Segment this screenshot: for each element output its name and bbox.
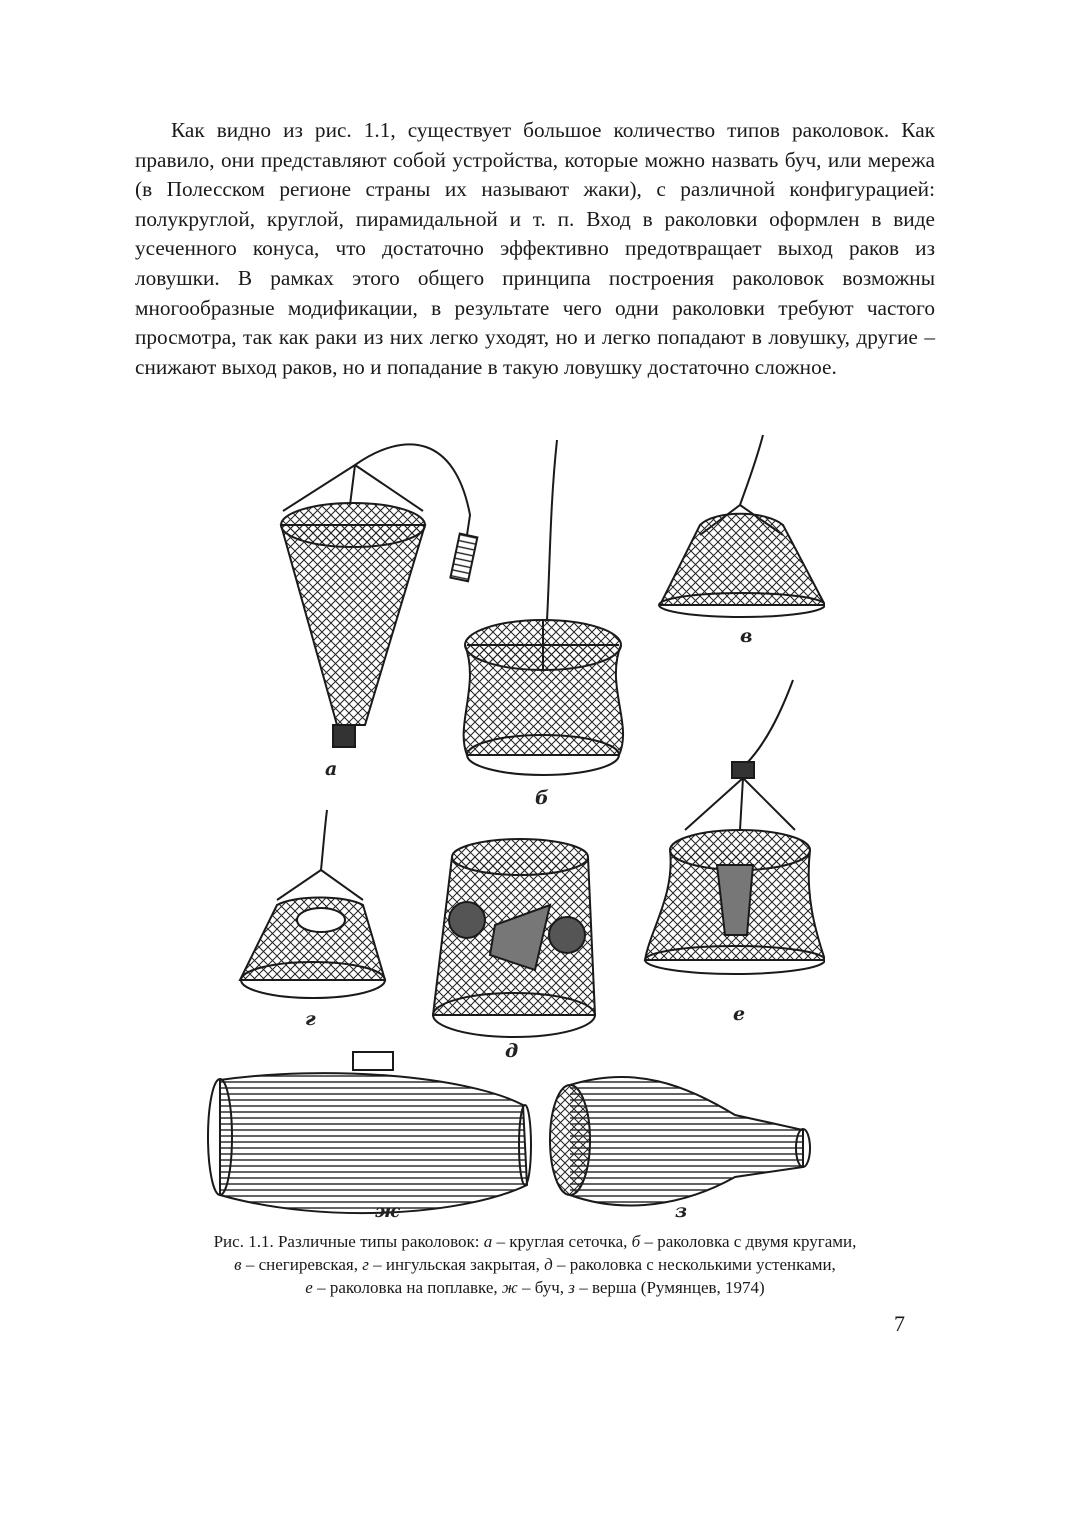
caption-letter-v: в bbox=[234, 1255, 242, 1274]
caption-letter-zh: ж bbox=[501, 1278, 518, 1297]
trap-a-drawing bbox=[281, 444, 477, 747]
caption-text-z: – верша (Румянцев, 1974) bbox=[574, 1278, 765, 1297]
figure-crayfish-traps bbox=[205, 425, 825, 1225]
figure-label-b: б bbox=[535, 787, 549, 809]
caption-letter-z: з bbox=[568, 1278, 575, 1297]
figure-label-v: в bbox=[740, 625, 753, 647]
trap-e-drawing bbox=[645, 680, 825, 974]
trap-z-drawing bbox=[550, 1077, 810, 1206]
caption-text-g: – ингульская закрытая, bbox=[368, 1255, 545, 1274]
caption-text-d: – раколовка с несколькими устенками, bbox=[552, 1255, 836, 1274]
caption-text-b: – раколовка с двумя кругами, bbox=[640, 1232, 857, 1251]
trap-d-drawing bbox=[433, 839, 595, 1037]
caption-text-e: – раколовка на поплавке, bbox=[312, 1278, 502, 1297]
trap-v-drawing bbox=[659, 435, 825, 617]
figure-label-a: а bbox=[325, 758, 338, 780]
figure-label-zh: ж bbox=[375, 1200, 400, 1222]
page-number: 7 bbox=[894, 1311, 905, 1336]
figure-caption bbox=[120, 1230, 950, 1299]
body-paragraph: Как видно из рис. 1.1, существует большое количество типов раколовок. Как правило, они представляют собой устройства, которые можно назвать буч, или мережа (в Полесском регионе страны их называют жаки), с различной конфигурацией: полукруглой, круглой, пирамидальной и т. п. Вход в раколовки оформлен в виде усеченного конуса, что достаточно эффективно предотвращает выход раков из ловушки. В рамках этого общего принципа построения раколовок возможны многообразные модификации, в результате чего одни раколовки требуют частого просмотра, так как раки из них легко уходят, но и легко попадают в ловушку, другие – снижают выход раков, но и попадание в такую ловушку достаточно сложное. bbox=[135, 118, 935, 379]
caption-letter-e: е bbox=[305, 1278, 313, 1297]
trap-b-drawing bbox=[464, 440, 623, 775]
caption-letter-d: д bbox=[544, 1255, 553, 1274]
caption-text-a: – круглая сеточка, bbox=[492, 1232, 632, 1251]
trap-illustrations bbox=[205, 425, 825, 1225]
caption-text-v: – снегиревская, bbox=[241, 1255, 363, 1274]
figure-label-e: е bbox=[733, 1003, 746, 1025]
figure-label-g: г bbox=[305, 1008, 316, 1030]
caption-letter-b: б bbox=[631, 1232, 641, 1251]
caption-text-zh: – буч, bbox=[517, 1278, 569, 1297]
figure-label-z: з bbox=[675, 1200, 688, 1222]
caption-letter-a: а bbox=[483, 1232, 493, 1251]
figure-label-d: д bbox=[505, 1040, 519, 1062]
trap-zh-drawing bbox=[208, 1052, 531, 1213]
caption-letter-g: г bbox=[362, 1255, 369, 1274]
caption-prefix: Рис. 1.1. Различные типы раколовок: bbox=[213, 1232, 484, 1251]
trap-g-drawing bbox=[240, 810, 385, 998]
